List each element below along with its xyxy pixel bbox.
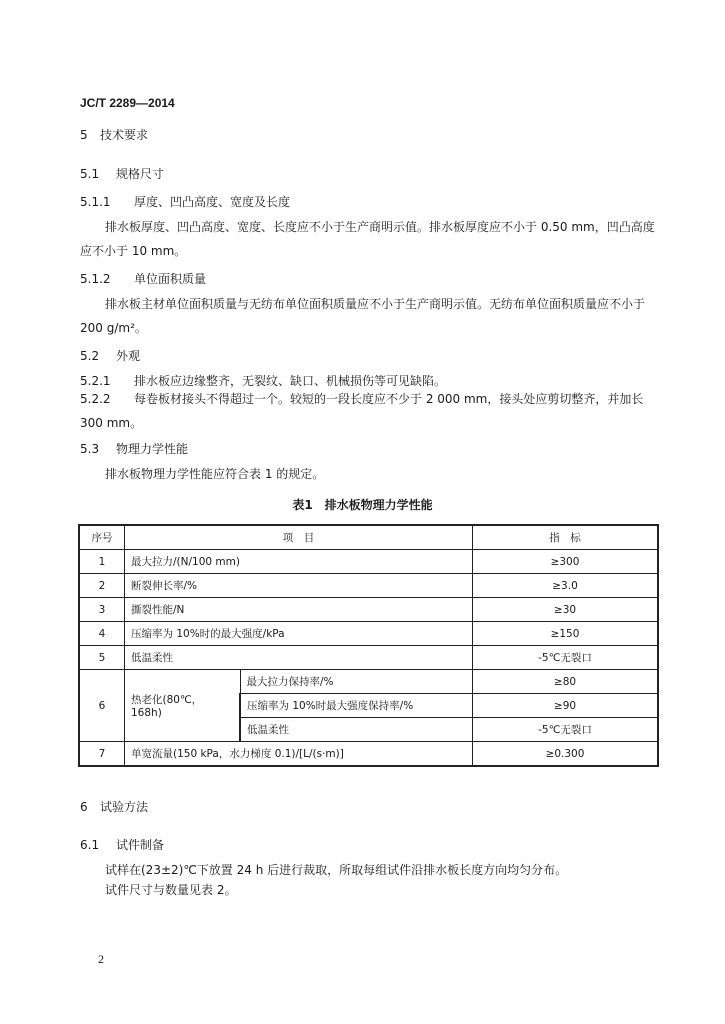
section-5-1-heading bbox=[80, 165, 164, 182]
row-sub-item: 压缩率为 10%时最大强度保持率/% bbox=[240, 694, 473, 718]
section-5-1-2-text: 排水板主材单位面积质量与无纺布单位面积质量应不小于生产商明示值。无纺布单位面积质量应不小于 200 g/m²。 bbox=[80, 297, 646, 335]
table-1-caption: 表1 排水板物理力学性能 bbox=[292, 498, 433, 512]
header-value: 指 标 bbox=[473, 525, 659, 550]
section-5-1-1-heading bbox=[80, 193, 290, 210]
row-item: 低温柔性 bbox=[125, 646, 473, 670]
row-no: 4 bbox=[79, 622, 125, 646]
row-value: ≥300 bbox=[473, 550, 659, 574]
table-row bbox=[79, 646, 658, 670]
row-value: ≥0.300 bbox=[473, 742, 659, 767]
section-title: 规格尺寸 bbox=[116, 167, 165, 181]
row-item: 单宽流量(150 kPa，水力梯度 0.1)/[L/(s·m)] bbox=[125, 742, 473, 767]
section-number: 5.2.1 bbox=[80, 374, 111, 388]
section-6-1-text-1: 试样在(23±2)℃下放置 24 h 后进行裁取，所取每组试件沿排水板长度方向均匀分布。 bbox=[105, 863, 568, 877]
table-row bbox=[79, 670, 658, 694]
section-number: 6.1 bbox=[80, 838, 100, 852]
row-value: ≥90 bbox=[473, 694, 659, 718]
clause-text: 每卷板材接头不得超过一个。较短的一段长度应不少于 2 000 mm，接头处应剪切整齐，并加长 300 mm。 bbox=[80, 392, 644, 430]
table-row bbox=[79, 598, 658, 622]
page-number: 2 bbox=[98, 952, 104, 966]
section-5-1-1-text: 排水板厚度、凹凸高度、宽度、长度应不小于生产商明示值。排水板厚度应不小于 0.50 mm，凹凸高度应不小于 10 mm。 bbox=[80, 220, 655, 258]
table-header-row bbox=[79, 525, 658, 550]
section-number: 5.2.2 bbox=[80, 392, 111, 406]
section-number: 5.1 bbox=[80, 167, 100, 181]
row-value: ≥3.0 bbox=[473, 574, 659, 598]
table-row bbox=[79, 550, 658, 574]
row-value: -5℃无裂口 bbox=[473, 646, 659, 670]
row-value: ≥80 bbox=[473, 670, 659, 694]
section-6-1-heading bbox=[80, 836, 164, 853]
row-no: 7 bbox=[79, 742, 125, 767]
row-item: 最大拉力/(N/100 mm) bbox=[125, 550, 473, 574]
row-value: ≥30 bbox=[473, 598, 659, 622]
section-title: 试验方法 bbox=[100, 800, 149, 814]
row-no: 2 bbox=[79, 574, 125, 598]
section-title: 物理力学性能 bbox=[116, 442, 189, 456]
row-no: 1 bbox=[79, 550, 125, 574]
row-no: 3 bbox=[79, 598, 125, 622]
row-value: -5℃无裂口 bbox=[473, 718, 659, 742]
section-title: 厚度、凹凸高度、宽度及长度 bbox=[134, 195, 291, 209]
row-no: 5 bbox=[79, 646, 125, 670]
table-row bbox=[79, 622, 658, 646]
section-title: 外观 bbox=[116, 349, 141, 363]
section-5-1-2-heading bbox=[80, 270, 206, 287]
section-number: 6 bbox=[80, 800, 88, 814]
section-number: 5.3 bbox=[80, 442, 100, 456]
section-number: 5.1.1 bbox=[80, 195, 111, 209]
row-sub-item: 低温柔性 bbox=[240, 718, 473, 742]
header-no: 序号 bbox=[79, 525, 125, 550]
section-5-3-text: 排水板物理力学性能应符合表 1 的规定。 bbox=[105, 467, 325, 481]
section-title: 单位面积质量 bbox=[134, 272, 207, 286]
section-5-3-heading bbox=[80, 440, 188, 457]
section-5-heading bbox=[80, 126, 148, 143]
section-number: 5 bbox=[80, 128, 88, 142]
section-number: 5.2 bbox=[80, 349, 100, 363]
table-row bbox=[79, 574, 658, 598]
section-title: 技术要求 bbox=[100, 128, 149, 142]
row-no: 6 bbox=[79, 670, 125, 742]
row-value: ≥150 bbox=[473, 622, 659, 646]
header-item: 项 目 bbox=[125, 525, 473, 550]
row-item-group: 热老化(80℃，168h) bbox=[125, 670, 241, 742]
section-6-1-text-2: 试件尺寸与数量见表 2。 bbox=[105, 883, 237, 897]
row-sub-item: 最大拉力保持率/% bbox=[240, 670, 473, 694]
row-item: 压缩率为 10%时的最大强度/kPa bbox=[125, 622, 473, 646]
table-1 bbox=[78, 524, 659, 767]
section-5-2-heading bbox=[80, 347, 140, 364]
section-title: 试件制备 bbox=[116, 838, 165, 852]
row-item: 撕裂性能/N bbox=[125, 598, 473, 622]
document-code: JC/T 2289—2014 bbox=[80, 96, 175, 110]
section-6-heading bbox=[80, 798, 148, 815]
section-number: 5.1.2 bbox=[80, 272, 111, 286]
clause-text: 排水板应边缘整齐，无裂纹、缺口、机械损伤等可见缺陷。 bbox=[134, 374, 447, 388]
table-row bbox=[79, 742, 658, 767]
section-5-2-2-text bbox=[80, 387, 655, 435]
row-item: 断裂伸长率/% bbox=[125, 574, 473, 598]
